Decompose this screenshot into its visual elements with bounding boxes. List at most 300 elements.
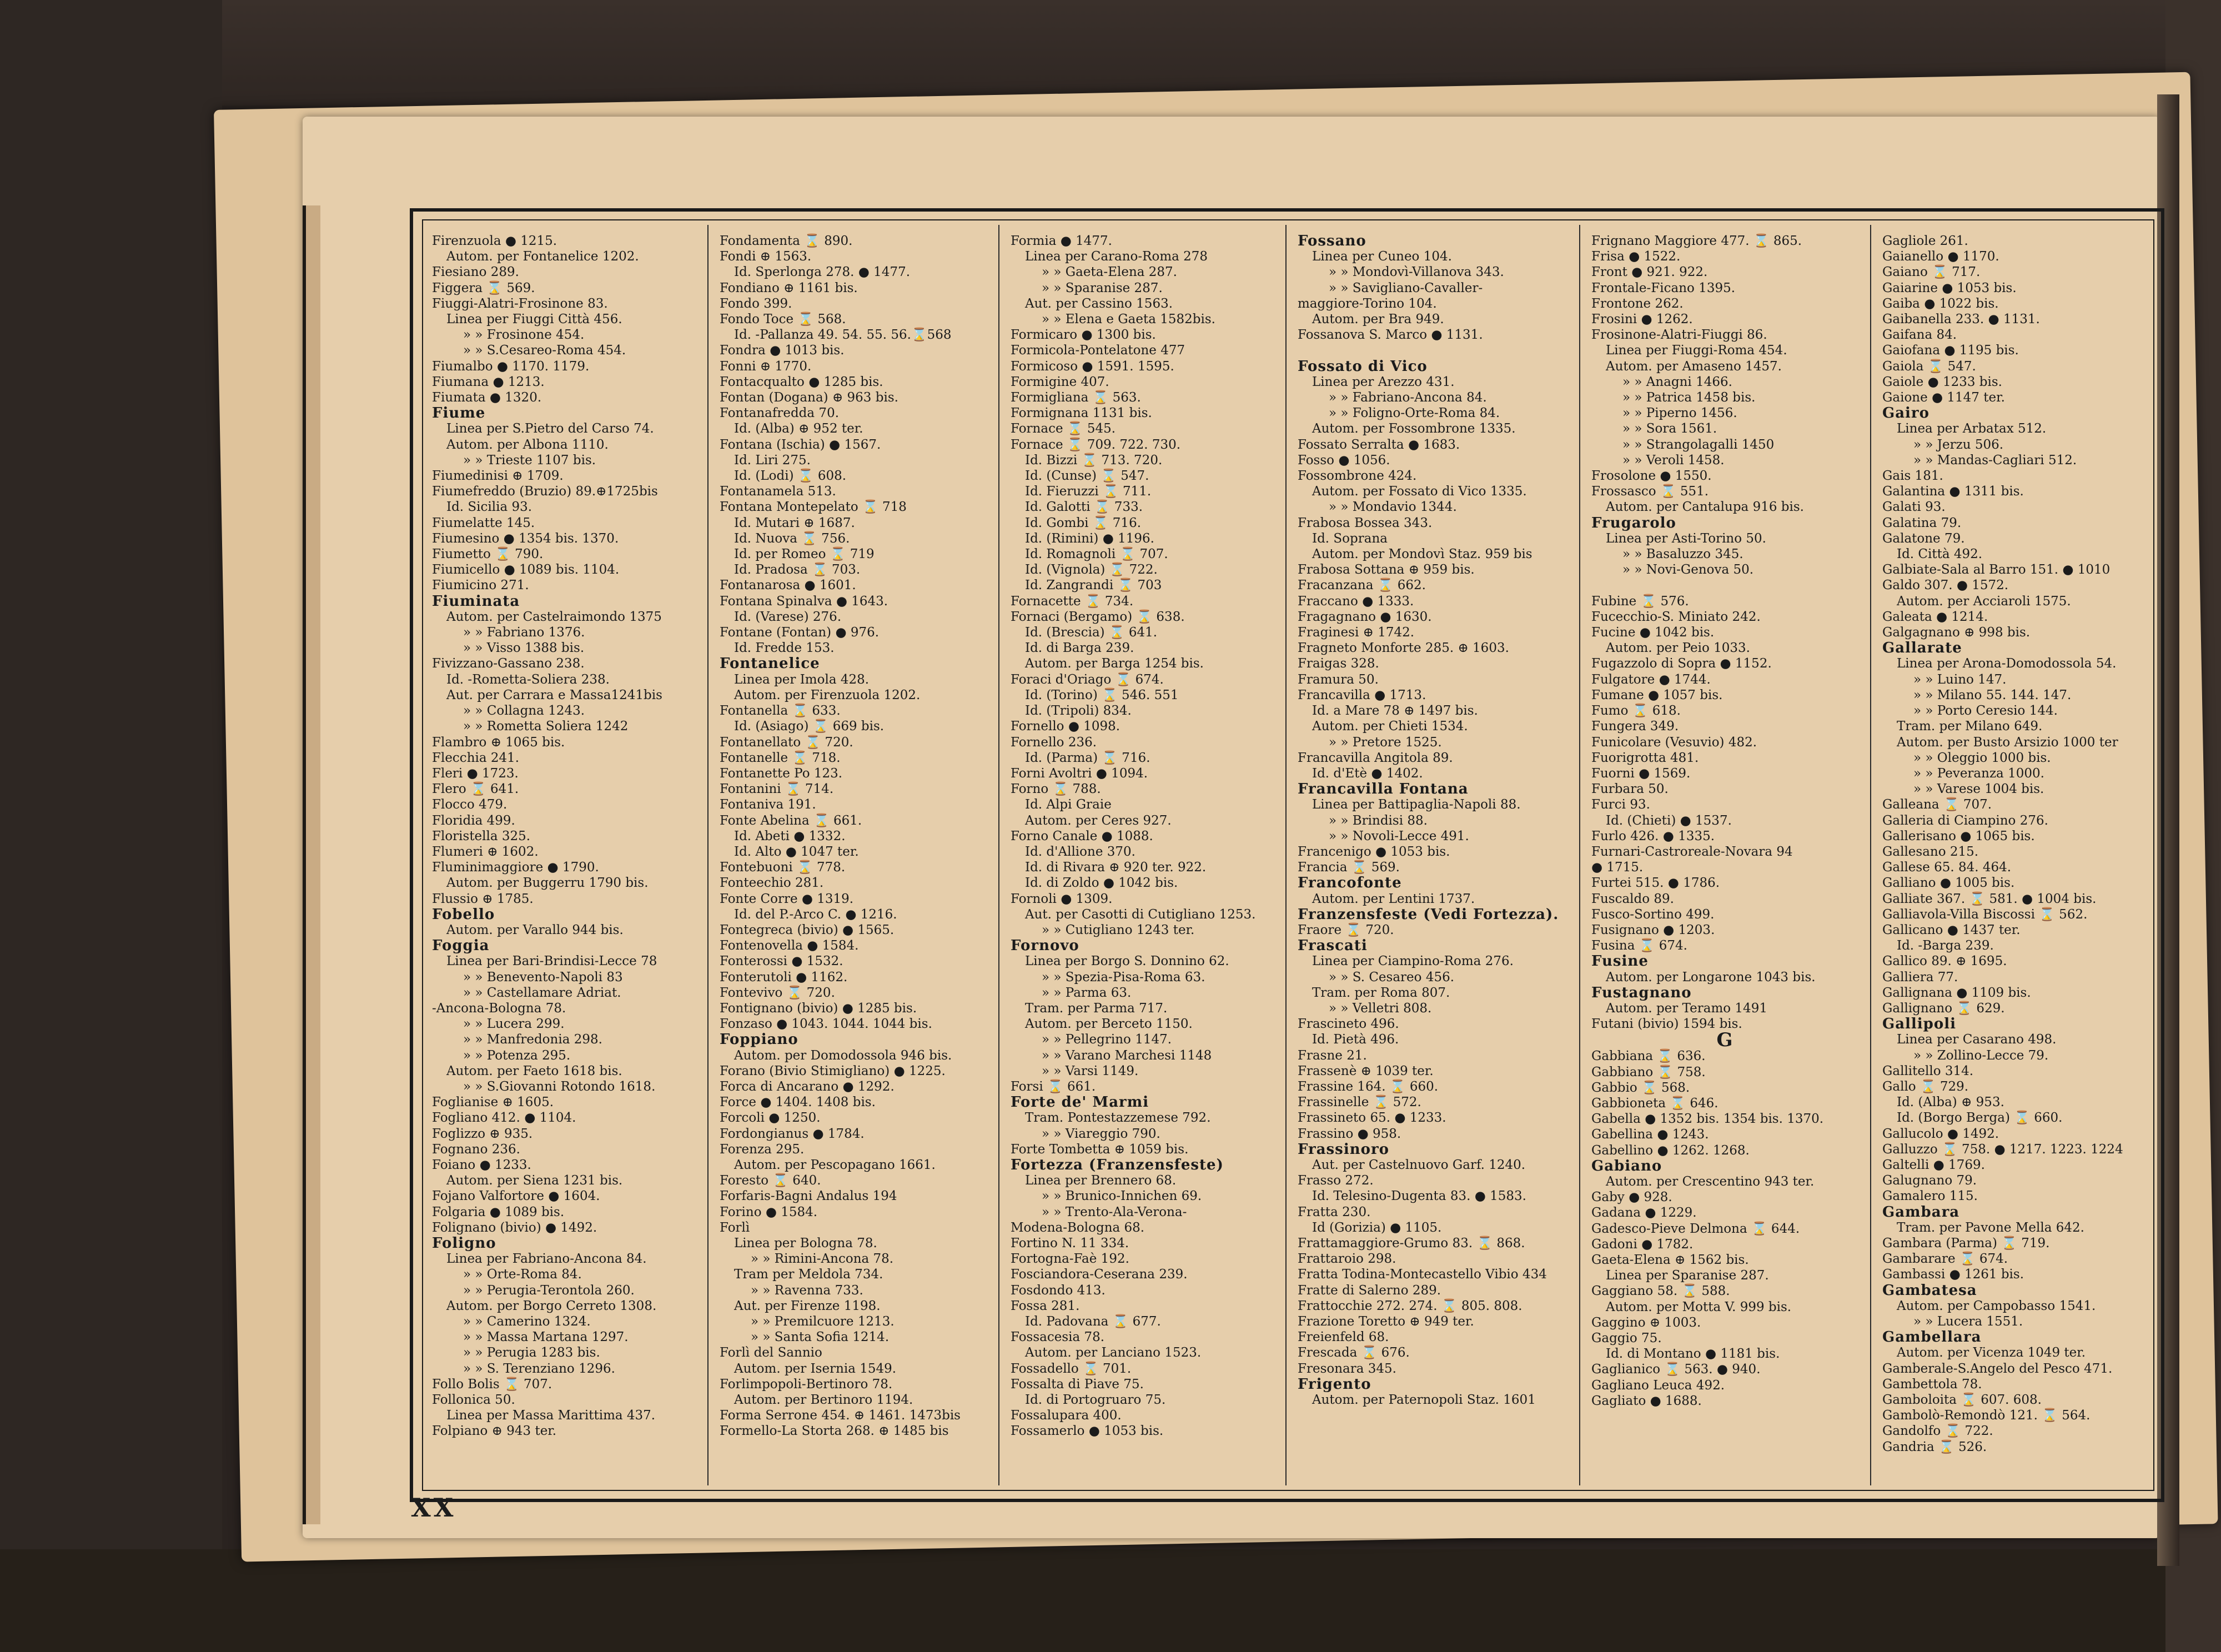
index-entry: » » Sparanise 287. [1042, 280, 1163, 295]
index-entry: Furnari-Castroreale-Novara 94 [1591, 844, 1793, 859]
index-entry: Autom. per Barga 1254 bis. [1025, 656, 1204, 671]
index-entry: Galtelli ● 1769. [1882, 1157, 1985, 1172]
index-entry: Fontanarosa ● 1601. [720, 578, 856, 593]
index-entry: Frasne 21. [1298, 1048, 1367, 1063]
index-entry: Gallitello 314. [1882, 1063, 1974, 1078]
index-entry: Autom. per Siena 1231 bis. [446, 1173, 623, 1188]
index-entry: Linea per Fiuggi Città 456. [446, 312, 622, 327]
index-entry: Id. (Alba) ⊕ 953. [1897, 1095, 2004, 1110]
index-entry: Autom. per Motta V. 999 bis. [1606, 1299, 1792, 1314]
index-entry: » » Cutigliano 1243 ter. [1042, 922, 1195, 937]
index-entry: Autom. per Varallo 944 bis. [446, 922, 624, 937]
index-column-1 [432, 233, 699, 1477]
index-entry: Id. (Varese) 276. [734, 609, 842, 624]
index-entry: Gabellina ● 1243. [1591, 1127, 1709, 1142]
index-entry: Id. (Chieti) ● 1537. [1606, 813, 1732, 828]
index-entry: » » Zollino-Lecce 79. [1913, 1048, 2049, 1063]
index-entry: Formello-La Storta 268. ⊕ 1485 bis [720, 1424, 949, 1439]
index-entry: Modena-Bologna 68. [1011, 1220, 1145, 1235]
index-entry: Fiuminata [432, 593, 520, 609]
index-entry: Fonterossi ● 1532. [720, 954, 843, 969]
index-entry: Front ● 921. 922. [1591, 265, 1708, 280]
index-entry: Foligno [432, 1236, 496, 1252]
index-entry: Fontanette Po 123. [720, 766, 843, 781]
index-entry [1591, 578, 1858, 593]
index-entry: Fiuggi-Alatri-Frosinone 83. [432, 296, 608, 311]
index-entry: Fontane (Fontan) ● 976. [720, 625, 880, 640]
index-entry: Fubine ⌛ 576. [1591, 594, 1689, 609]
index-entry: Fossato Serralta ● 1683. [1298, 437, 1460, 452]
index-entry: Fontegreca (bivio) ● 1565. [720, 922, 895, 937]
index-entry: Fornello ● 1098. [1011, 719, 1120, 734]
index-entry: Gaiola ⌛ 547. [1882, 359, 1976, 374]
index-entry: Autom. per Lanciano 1523. [1025, 1345, 1202, 1360]
index-entry: Fornacette ⌛ 734. [1011, 594, 1134, 609]
index-entry: Fossamerlo ● 1053 bis. [1011, 1424, 1164, 1439]
index-entry: » » Premilcuore 1213. [751, 1314, 895, 1329]
index-entry: Id. Fredde 153. [734, 641, 835, 656]
index-entry: Fiumalbo ● 1170. 1179. [432, 359, 590, 374]
index-entry: Fossato di Vico [1298, 358, 1428, 374]
index-entry: Foglizzo ⊕ 935. [432, 1126, 533, 1141]
index-entry: Gallignana ● 1109 bis. [1882, 985, 2031, 1000]
index-entry: Fossano [1298, 233, 1366, 249]
index-entry: Flumeri ⊕ 1602. [432, 844, 539, 859]
index-entry: Follo Bolis ⌛ 707. [432, 1377, 552, 1392]
index-entry: Linea per Borgo S. Donnino 62. [1025, 954, 1229, 969]
index-entry: Fratte di Salerno 289. [1298, 1283, 1441, 1298]
index-entry: Id. Gombi ⌛ 716. [1025, 515, 1142, 530]
index-entry: Id. di Zoldo ● 1042 bis. [1025, 876, 1178, 891]
index-entry: Tram. Pontestazzemese 792. [1025, 1111, 1211, 1126]
index-entry: Fumo ⌛ 618. [1591, 704, 1681, 719]
index-entry: Tram. per Parma 717. [1025, 1001, 1168, 1016]
index-entry: Fragagnano ● 1630. [1298, 609, 1432, 624]
index-entry: Autom. per Isernia 1549. [734, 1361, 897, 1376]
index-entry: Frontale-Ficano 1395. [1591, 280, 1736, 295]
index-entry: Fiumana ● 1213. [432, 374, 545, 389]
index-entry: Flambro ⊕ 1065 bis. [432, 735, 565, 750]
index-entry: Gaggiano 58. ⌛ 588. [1591, 1284, 1730, 1299]
index-entry: Fluminimaggiore ● 1790. [432, 860, 599, 875]
index-entry: Id. (Vignola) ⌛ 722. [1025, 563, 1158, 578]
index-entry: Fontevivo ⌛ 720. [720, 985, 835, 1000]
index-column-3 [1011, 233, 1277, 1477]
index-entry: Folignano (bivio) ● 1492. [432, 1220, 597, 1235]
index-entry: Frassenè ⊕ 1039 ter. [1298, 1063, 1434, 1078]
index-entry: Id. del P.-Arco C. ● 1216. [734, 907, 897, 922]
index-entry: Fucine ● 1042 bis. [1591, 625, 1715, 640]
index-entry: Gaianello ● 1170. [1882, 249, 1999, 264]
index-column-5 [1591, 233, 1858, 1477]
index-entry: Aut. per Castelnuovo Garf. 1240. [1312, 1157, 1526, 1172]
index-entry: Linea per Massa Marittima 437. [446, 1408, 656, 1423]
index-entry: Aut. per Carrara e Massa1241bis [446, 687, 662, 702]
index-entry: Fratta Todina-Montecastello Vibio 434 [1298, 1267, 1547, 1282]
index-entry: Galgagnano ⊕ 998 bis. [1882, 625, 2031, 640]
index-entry: Id. (Brescia) ⌛ 641. [1025, 625, 1158, 640]
index-entry: Fuscaldo 89. [1591, 891, 1674, 906]
index-entry: Gabella ● 1352 bis. 1354 bis. 1370. [1591, 1112, 1824, 1127]
index-entry: Frosinone-Alatri-Fiuggi 86. [1591, 328, 1767, 343]
index-entry: Autom. per Domodossola 946 bis. [734, 1048, 952, 1063]
index-entry: Id. Mutari ⊕ 1687. [734, 515, 855, 530]
index-entry: » » Patrica 1458 bis. [1622, 390, 1756, 405]
index-entry: Autom. per Amaseno 1457. [1606, 359, 1782, 374]
index-entry: Autom. per Fontanelice 1202. [446, 249, 639, 264]
index-entry: Autom. per Castelraimondo 1375 [446, 609, 662, 624]
index-entry: Gaeta-Elena ⊕ 1562 bis. [1591, 1253, 1749, 1267]
index-entry: Frontone 262. [1591, 296, 1684, 311]
index-entry: Fontana (Ischia) ● 1567. [720, 437, 881, 452]
index-entry: Funicolare (Vesuvio) 482. [1591, 735, 1757, 750]
index-entry: Id. Alpi Graie [1025, 797, 1112, 812]
index-entry: Frabosa Sottana ⊕ 959 bis. [1298, 563, 1475, 578]
index-entry: Galliera 77. [1882, 970, 1958, 985]
index-entry: Frassino ● 958. [1298, 1126, 1401, 1141]
index-entry: Fulgatore ● 1744. [1591, 672, 1711, 687]
index-entry: Gaiole ● 1233 bis. [1882, 374, 2002, 389]
index-entry: Gadoni ● 1782. [1591, 1237, 1694, 1252]
index-entry: Id. Zangrandi ⌛ 703 [1025, 578, 1162, 593]
index-entry: Frassinelle ⌛ 572. [1298, 1095, 1421, 1110]
index-entry: Id. per Romeo ⌛ 719 [734, 547, 875, 562]
index-entry: » » Trento-Ala-Verona- [1042, 1204, 1187, 1219]
index-entry: Formigine 407. [1011, 374, 1109, 389]
index-entry: Id. -Rometta-Soliera 238. [446, 672, 610, 687]
index-entry: » » Mondovì-Villanova 343. [1329, 265, 1504, 280]
index-entry: Forno Canale ● 1088. [1011, 828, 1153, 843]
index-entry: Galbiate-Sala al Barro 151. ● 1010 [1882, 563, 2111, 578]
index-entry: Fortezza (Franzensfeste) [1011, 1157, 1224, 1173]
index-entry: Autom. per Vicenza 1049 ter. [1897, 1345, 2086, 1360]
index-entry: Gamboloita ⌛ 607. 608. [1882, 1393, 2042, 1408]
index-entry: Frattamaggiore-Grumo 83. ⌛ 868. [1298, 1236, 1525, 1251]
index-entry: Francavilla ● 1713. [1298, 687, 1426, 702]
column-separator [1870, 225, 1871, 1485]
index-entry: » » Collagna 1243. [463, 704, 585, 719]
index-entry: Id. Pradosa ⌛ 703. [734, 563, 861, 578]
index-entry: Aut. per Cassino 1563. [1025, 296, 1173, 311]
index-entry: Flero ⌛ 641. [432, 782, 519, 797]
index-entry: Fivizzano-Gassano 238. [432, 656, 585, 671]
index-entry: Gais 181. [1882, 469, 1943, 484]
index-entry: » » Rimini-Ancona 78. [751, 1252, 894, 1267]
index-entry: Autom. per Longarone 1043 bis. [1606, 970, 1816, 985]
index-entry: Forino ● 1584. [720, 1204, 818, 1219]
index-entry: » » Gaeta-Elena 287. [1042, 265, 1177, 280]
index-entry: Linea per Sparanise 287. [1606, 1268, 1769, 1283]
index-entry: Fornoli ● 1309. [1011, 891, 1113, 906]
index-entry: Fornovo [1011, 938, 1079, 954]
index-entry: » » Perugia 1283 bis. [463, 1345, 600, 1360]
index-entry: » » Santa Sofia 1214. [751, 1330, 890, 1345]
index-entry: Fornace ⌛ 709. 722. 730. [1011, 437, 1181, 452]
index-entry: Galliavola-Villa Biscossi ⌛ 562. [1882, 907, 2088, 922]
index-entry: Gambassi ● 1261 bis. [1882, 1267, 2024, 1282]
index-entry: Fiumata ● 1320. [432, 390, 542, 405]
index-entry: Id (Gorizia) ● 1105. [1312, 1220, 1442, 1235]
index-entry: Autom. per Bra 949. [1312, 312, 1444, 327]
index-entry: Forno ⌛ 788. [1011, 782, 1101, 797]
index-entry: Follonica 50. [432, 1393, 515, 1408]
index-entry: Gallignano ⌛ 629. [1882, 1001, 2005, 1016]
index-entry: Id. (Tripoli) 834. [1025, 704, 1132, 719]
index-entry: Fogliano 412. ● 1104. [432, 1111, 576, 1126]
column-separator [998, 225, 999, 1485]
index-entry: Fontanelice [720, 656, 820, 672]
index-entry: Gaione ● 1147 ter. [1882, 390, 2005, 405]
index-entry: » » Parma 63. [1042, 985, 1132, 1000]
index-entry: Furbara 50. [1591, 782, 1669, 797]
index-entry: Fossadello ⌛ 701. [1011, 1361, 1132, 1376]
index-entry: Fonni ⊕ 1770. [720, 359, 812, 374]
index-entry: » » Trieste 1107 bis. [463, 453, 596, 468]
index-entry: Fosciandora-Ceserana 239. [1011, 1267, 1188, 1282]
index-entry: Forfaris-Bagni Andalus 194 [720, 1189, 897, 1204]
index-entry: Fossalta di Piave 75. [1011, 1377, 1144, 1392]
index-entry: Fondiano ⊕ 1161 bis. [720, 280, 858, 295]
index-entry: Frassineto 65. ● 1233. [1298, 1111, 1446, 1126]
index-entry: Autom. per Peio 1033. [1606, 641, 1750, 656]
index-entry: Furlo 426. ● 1335. [1591, 828, 1715, 843]
index-entry: » » Sora 1561. [1622, 421, 1717, 436]
index-entry: Linea per Cuneo 104. [1312, 249, 1452, 264]
index-entry: Fortino N. 11 334. [1011, 1236, 1129, 1251]
index-entry: Forca di Ancarano ● 1292. [720, 1079, 895, 1094]
index-entry: Autom. per Teramo 1491 [1606, 1001, 1767, 1016]
index-entry: Gaiofana ● 1195 bis. [1882, 343, 2019, 358]
index-entry: Fognano 236. [432, 1142, 520, 1157]
index-entry: Tram. per Roma 807. [1312, 985, 1450, 1000]
index-entry: Gandolfo ⌛ 722. [1882, 1424, 1993, 1439]
index-entry: Autom. per Buggerru 1790 bis. [446, 876, 649, 891]
index-entry: Fusine [1591, 953, 1649, 970]
index-entry: Gadana ● 1229. [1591, 1206, 1697, 1221]
index-entry: Frescada ⌛ 676. [1298, 1345, 1410, 1360]
index-entry: » » Visso 1388 bis. [463, 641, 585, 656]
index-entry: Frattocchie 272. 274. ⌛ 805. 808. [1298, 1298, 1522, 1313]
index-entry: Fusco-Sortino 499. [1591, 907, 1715, 922]
index-entry: Futani (bivio) 1594 bis. [1591, 1017, 1742, 1032]
book-cover-left [0, 0, 222, 1652]
index-entry: Floridia 499. [432, 813, 515, 828]
index-entry: Fontanelle ⌛ 718. [720, 750, 841, 765]
index-entry: » » Spezia-Pisa-Roma 63. [1042, 970, 1205, 985]
index-entry: Id. Fieruzzi ⌛ 711. [1025, 484, 1152, 499]
index-entry: Gallipoli [1882, 1016, 1956, 1032]
index-entry: Fontaniva 191. [720, 797, 816, 812]
index-entry: Id. Pietà 496. [1312, 1032, 1399, 1047]
index-entry: Formicoso ● 1591. 1595. [1011, 359, 1174, 374]
index-entry: Gaiarine ● 1053 bis. [1882, 280, 2017, 295]
index-entry: Linea per Brennero 68. [1025, 1173, 1177, 1188]
index-entry: Galugnano 79. [1882, 1173, 1977, 1188]
index-entry: Fontebuoni ⌛ 778. [720, 860, 846, 875]
index-entry: Galleria di Ciampino 276. [1882, 813, 2048, 828]
index-entry: Forma Serrone 454. ⊕ 1461. 1473bis [720, 1408, 961, 1423]
index-entry: Aut. per Firenze 1198. [734, 1298, 881, 1313]
index-entry: Gabbiano ⌛ 758. [1591, 1064, 1706, 1079]
page-number: XX [411, 1493, 456, 1523]
index-entry: Gaby ● 928. [1591, 1190, 1672, 1205]
index-entry: Autom. per Chieti 1534. [1312, 719, 1468, 734]
index-entry: Linea per Carano-Roma 278 [1025, 249, 1208, 264]
index-entry: Frossasco ⌛ 551. [1591, 484, 1709, 499]
index-entry: Formia ● 1477. [1011, 234, 1112, 248]
index-entry: Id. (Asiago) ⌛ 669 bis. [734, 719, 885, 734]
index-entry: Gaibanella 233. ● 1131. [1882, 312, 2040, 327]
index-entry: Fuorni ● 1569. [1591, 766, 1691, 781]
index-entry: Id. Romagnoli ⌛ 707. [1025, 547, 1168, 562]
index-entry: Tram. per Pavone Mella 642. [1897, 1220, 2084, 1235]
index-entry: Id. Nuova ⌛ 756. [734, 531, 850, 546]
index-entry: Franzensfeste (Vedi Fortezza). [1298, 906, 1559, 922]
index-entry: Gambarare ⌛ 674. [1882, 1252, 2008, 1267]
index-entry: Fiume [432, 405, 486, 421]
index-entry: Fiumesino ● 1354 bis. 1370. [432, 531, 619, 546]
index-entry: Id. (Borgo Berga) ⌛ 660. [1897, 1111, 2063, 1126]
index-entry: Fuorigrotta 481. [1591, 750, 1699, 765]
index-entry: Gamberale-S.Angelo del Pesco 471. [1882, 1361, 2113, 1376]
index-entry: Galluzzo ⌛ 758. ● 1217. 1223. 1224 [1882, 1142, 2123, 1157]
index-entry: » » Camerino 1324. [463, 1314, 591, 1329]
index-entry: Frazione Toretto ⊕ 949 ter. [1298, 1314, 1474, 1329]
index-entry: Galleana ⌛ 707. [1882, 797, 1992, 812]
index-entry: Furtei 515. ● 1786. [1591, 876, 1720, 891]
index-entry: Floristella 325. [432, 828, 531, 843]
index-entry: » » Luino 147. [1913, 672, 2007, 687]
index-entry: Id. Telesino-Dugenta 83. ● 1583. [1312, 1189, 1526, 1204]
index-entry: Gallarate [1882, 640, 1962, 656]
index-entry: Fraginesi ⊕ 1742. [1298, 625, 1415, 640]
index-entry: Forano (Bivio Stimigliano) ● 1225. [720, 1063, 946, 1078]
index-entry: Gagliole 261. [1882, 234, 1968, 248]
index-entry: » » Anagni 1466. [1622, 374, 1732, 389]
index-entry: Linea per Imola 428. [734, 672, 870, 687]
index-entry: » » Oleggio 1000 bis. [1913, 750, 2051, 765]
index-entry: Fiumelatte 145. [432, 515, 535, 530]
index-entry: Frisa ● 1522. [1591, 249, 1681, 264]
index-entry: » » Viareggio 790. [1042, 1126, 1160, 1141]
index-entry: Galdo 307. ● 1572. [1882, 578, 2009, 593]
index-entry: Gallesano 215. [1882, 844, 1979, 859]
index-entry: Freienfeld 68. [1298, 1330, 1389, 1345]
index-entry: Fontana Spinalva ● 1643. [720, 594, 888, 609]
index-entry: Id. di Rivara ⊕ 920 ter. 922. [1025, 860, 1207, 875]
index-entry: -Ancona-Bologna 78. [432, 1001, 566, 1016]
index-entry: Autom. per Fossombrone 1335. [1312, 421, 1516, 436]
index-entry: » » Manfredonia 298. [463, 1032, 602, 1047]
index-entry: Galatone 79. [1882, 531, 1965, 546]
index-entry: » » Pellegrino 1147. [1042, 1032, 1172, 1047]
index-entry: Frigento [1298, 1376, 1371, 1393]
index-entry: Gadesco-Pieve Delmona ⌛ 644. [1591, 1221, 1800, 1236]
index-entry: Autom. per Ceres 927. [1025, 813, 1172, 828]
index-entry: Fonterutoli ● 1162. [720, 970, 848, 985]
index-entry: Folgaria ● 1089 bis. [432, 1204, 565, 1219]
index-entry: » » Massa Martana 1297. [463, 1330, 629, 1345]
index-entry: Fontanini ⌛ 714. [720, 782, 834, 797]
index-entry: Aut. per Casotti di Cutigliano 1253. [1025, 907, 1256, 922]
index-entry: Id. a Mare 78 ⊕ 1497 bis. [1312, 704, 1478, 719]
index-entry: Gallo ⌛ 729. [1882, 1079, 1969, 1094]
index-entry: Fiumetto ⌛ 790. [432, 547, 544, 562]
index-entry: Fontignano (bivio) ● 1285 bis. [720, 1001, 917, 1016]
index-entry: Firenzuola ● 1215. [432, 234, 557, 248]
index-entry: Foresto ⌛ 640. [720, 1173, 821, 1188]
index-entry: Autom. per Firenzuola 1202. [734, 687, 921, 702]
index-entry: Fonteechio 281. [720, 876, 824, 891]
index-entry: Forsi ⌛ 661. [1011, 1079, 1096, 1094]
index-entry: » » Porto Ceresio 144. [1913, 704, 2058, 719]
index-entry: Gaglianico ⌛ 563. ● 940. [1591, 1362, 1761, 1377]
index-entry: Fiesiano 289. [432, 265, 519, 280]
index-entry: Foglianise ⊕ 1605. [432, 1095, 554, 1110]
index-entry: Linea per Fabriano-Ancona 84. [446, 1252, 647, 1267]
index-entry: Formicaro ● 1300 bis. [1011, 328, 1156, 343]
index-entry: Id. Città 492. [1897, 547, 1983, 562]
index-entry: Linea per Casarano 498. [1897, 1032, 2057, 1047]
index-column-2 [720, 233, 986, 1477]
index-entry: Foraci d'Oriago ⌛ 674. [1011, 672, 1164, 687]
column-separator [707, 225, 708, 1485]
index-entry: Gaiano ⌛ 717. [1882, 265, 1981, 280]
index-entry: Fontanellato ⌛ 720. [720, 735, 853, 750]
index-entry: Framura 50. [1298, 672, 1379, 687]
index-entry: Autom. per Berceto 1150. [1025, 1017, 1193, 1032]
index-entry: Gandria ⌛ 526. [1882, 1439, 1987, 1454]
index-entry: Id. Soprana [1312, 531, 1388, 546]
index-entry: » » Perugia-Terontola 260. [463, 1283, 635, 1298]
index-entry: Fonte Corre ● 1319. [720, 891, 854, 906]
index-entry: Gambellara [1882, 1329, 1982, 1345]
index-entry: Id. Sperlonga 278. ● 1477. [734, 265, 911, 280]
index-entry: Force ● 1404. 1408 bis. [720, 1095, 876, 1110]
index-entry: Autom. per Mondovì Staz. 959 bis [1312, 547, 1532, 562]
index-entry: Gambatesa [1882, 1282, 1977, 1298]
index-entry: Francavilla Angitola 89. [1298, 750, 1453, 765]
index-entry: Tram. per Milano 649. [1897, 719, 2043, 734]
index-entry: Fucecchio-S. Miniato 242. [1591, 609, 1761, 624]
index-entry: Autom. per Cantalupa 916 bis. [1606, 500, 1804, 515]
index-entry: Fusignano ● 1203. [1591, 922, 1715, 937]
index-entry: Autom. per Busto Arsizio 1000 ter [1897, 735, 2118, 750]
index-entry: » » Savigliano-Cavaller- [1329, 280, 1483, 295]
index-entry: Fobello [432, 906, 495, 922]
index-entry: Galatina 79. [1882, 515, 1962, 530]
index-entry: » » Rometta Soliera 1242 [463, 719, 629, 734]
index-entry: Autom. per Borgo Cerreto 1308. [446, 1298, 657, 1313]
index-column-4 [1298, 233, 1564, 1477]
index-entry: Fontanafredda 70. [720, 406, 840, 421]
index-entry: Fontana Montepelato ⌛ 718 [720, 500, 907, 515]
column-separator [1285, 225, 1287, 1485]
index-entry: » » Orte-Roma 84. [463, 1267, 582, 1282]
index-entry: Fossombrone 424. [1298, 469, 1417, 484]
index-entry: Flocco 479. [432, 797, 507, 812]
index-entry: Tram per Meldola 734. [734, 1267, 883, 1282]
index-entry: Galantina ● 1311 bis. [1882, 484, 2024, 499]
index-entry: » » Frosinone 454. [463, 328, 585, 343]
index-entry: Fosso ● 1056. [1298, 453, 1390, 468]
index-entry: Autom. per Paternopoli Staz. 1601 [1312, 1393, 1536, 1408]
index-entry: » » Mandas-Cagliari 512. [1913, 453, 2077, 468]
index-entry: Formigliana ⌛ 563. [1011, 390, 1141, 405]
index-entry: » » Novi-Genova 50. [1622, 563, 1754, 578]
index-entry: Fugazzolo di Sopra ● 1152. [1591, 656, 1772, 671]
index-entry: Id. (Alba) ⊕ 952 ter. [734, 421, 863, 436]
